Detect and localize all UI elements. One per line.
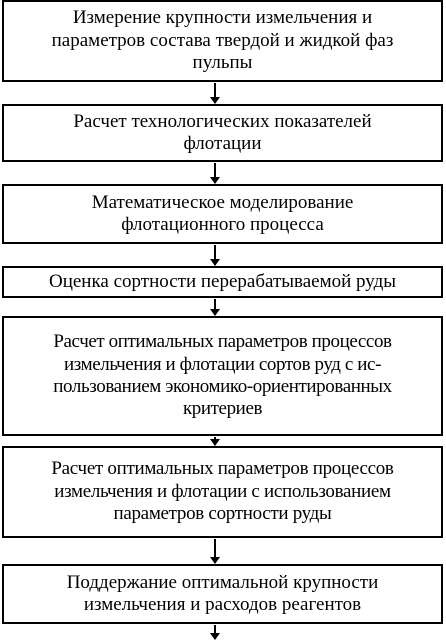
step-modeling [2,184,443,244]
arrow-4 [214,299,216,315]
step-modeling-text: Математическое моделирование флотационного процесса [91,191,354,235]
arrow-1 [214,83,216,103]
step-optimal-grade [2,446,443,538]
arrow-5 [214,437,216,445]
step-optimal-econ [2,316,443,436]
step-optimal-econ-text: Расчет оптимальных параметров процессов измельчения и флотации сортов руд с ис- пользованием экономико-ориентированных критериев [53,331,392,420]
step-grade-assessment [2,266,443,298]
step-optimal-grade-text: Расчет оптимальных параметров процессов измельчения и флотации с использованием параметров сортности руды [51,458,394,525]
step-maintain [2,564,443,624]
arrow-2 [214,163,216,183]
step-calc-indicators-text: Расчет технологических показателей флотации [73,110,372,154]
step-measurement [2,0,443,82]
arrow-3 [214,245,216,265]
step-maintain-text: Поддержание оптимальной крупности измельчения и расходов реагентов [66,571,379,615]
arrow-6 [214,539,216,563]
arrow-7 [214,625,216,639]
step-grade-assessment-text: Оценка сортности перерабатываемой руды [48,270,397,292]
step-calc-indicators [2,104,443,162]
step-measurement-text: Измерение крупности измельчения и параметров состава твердой и жидкой фаз пульпы [51,7,394,74]
